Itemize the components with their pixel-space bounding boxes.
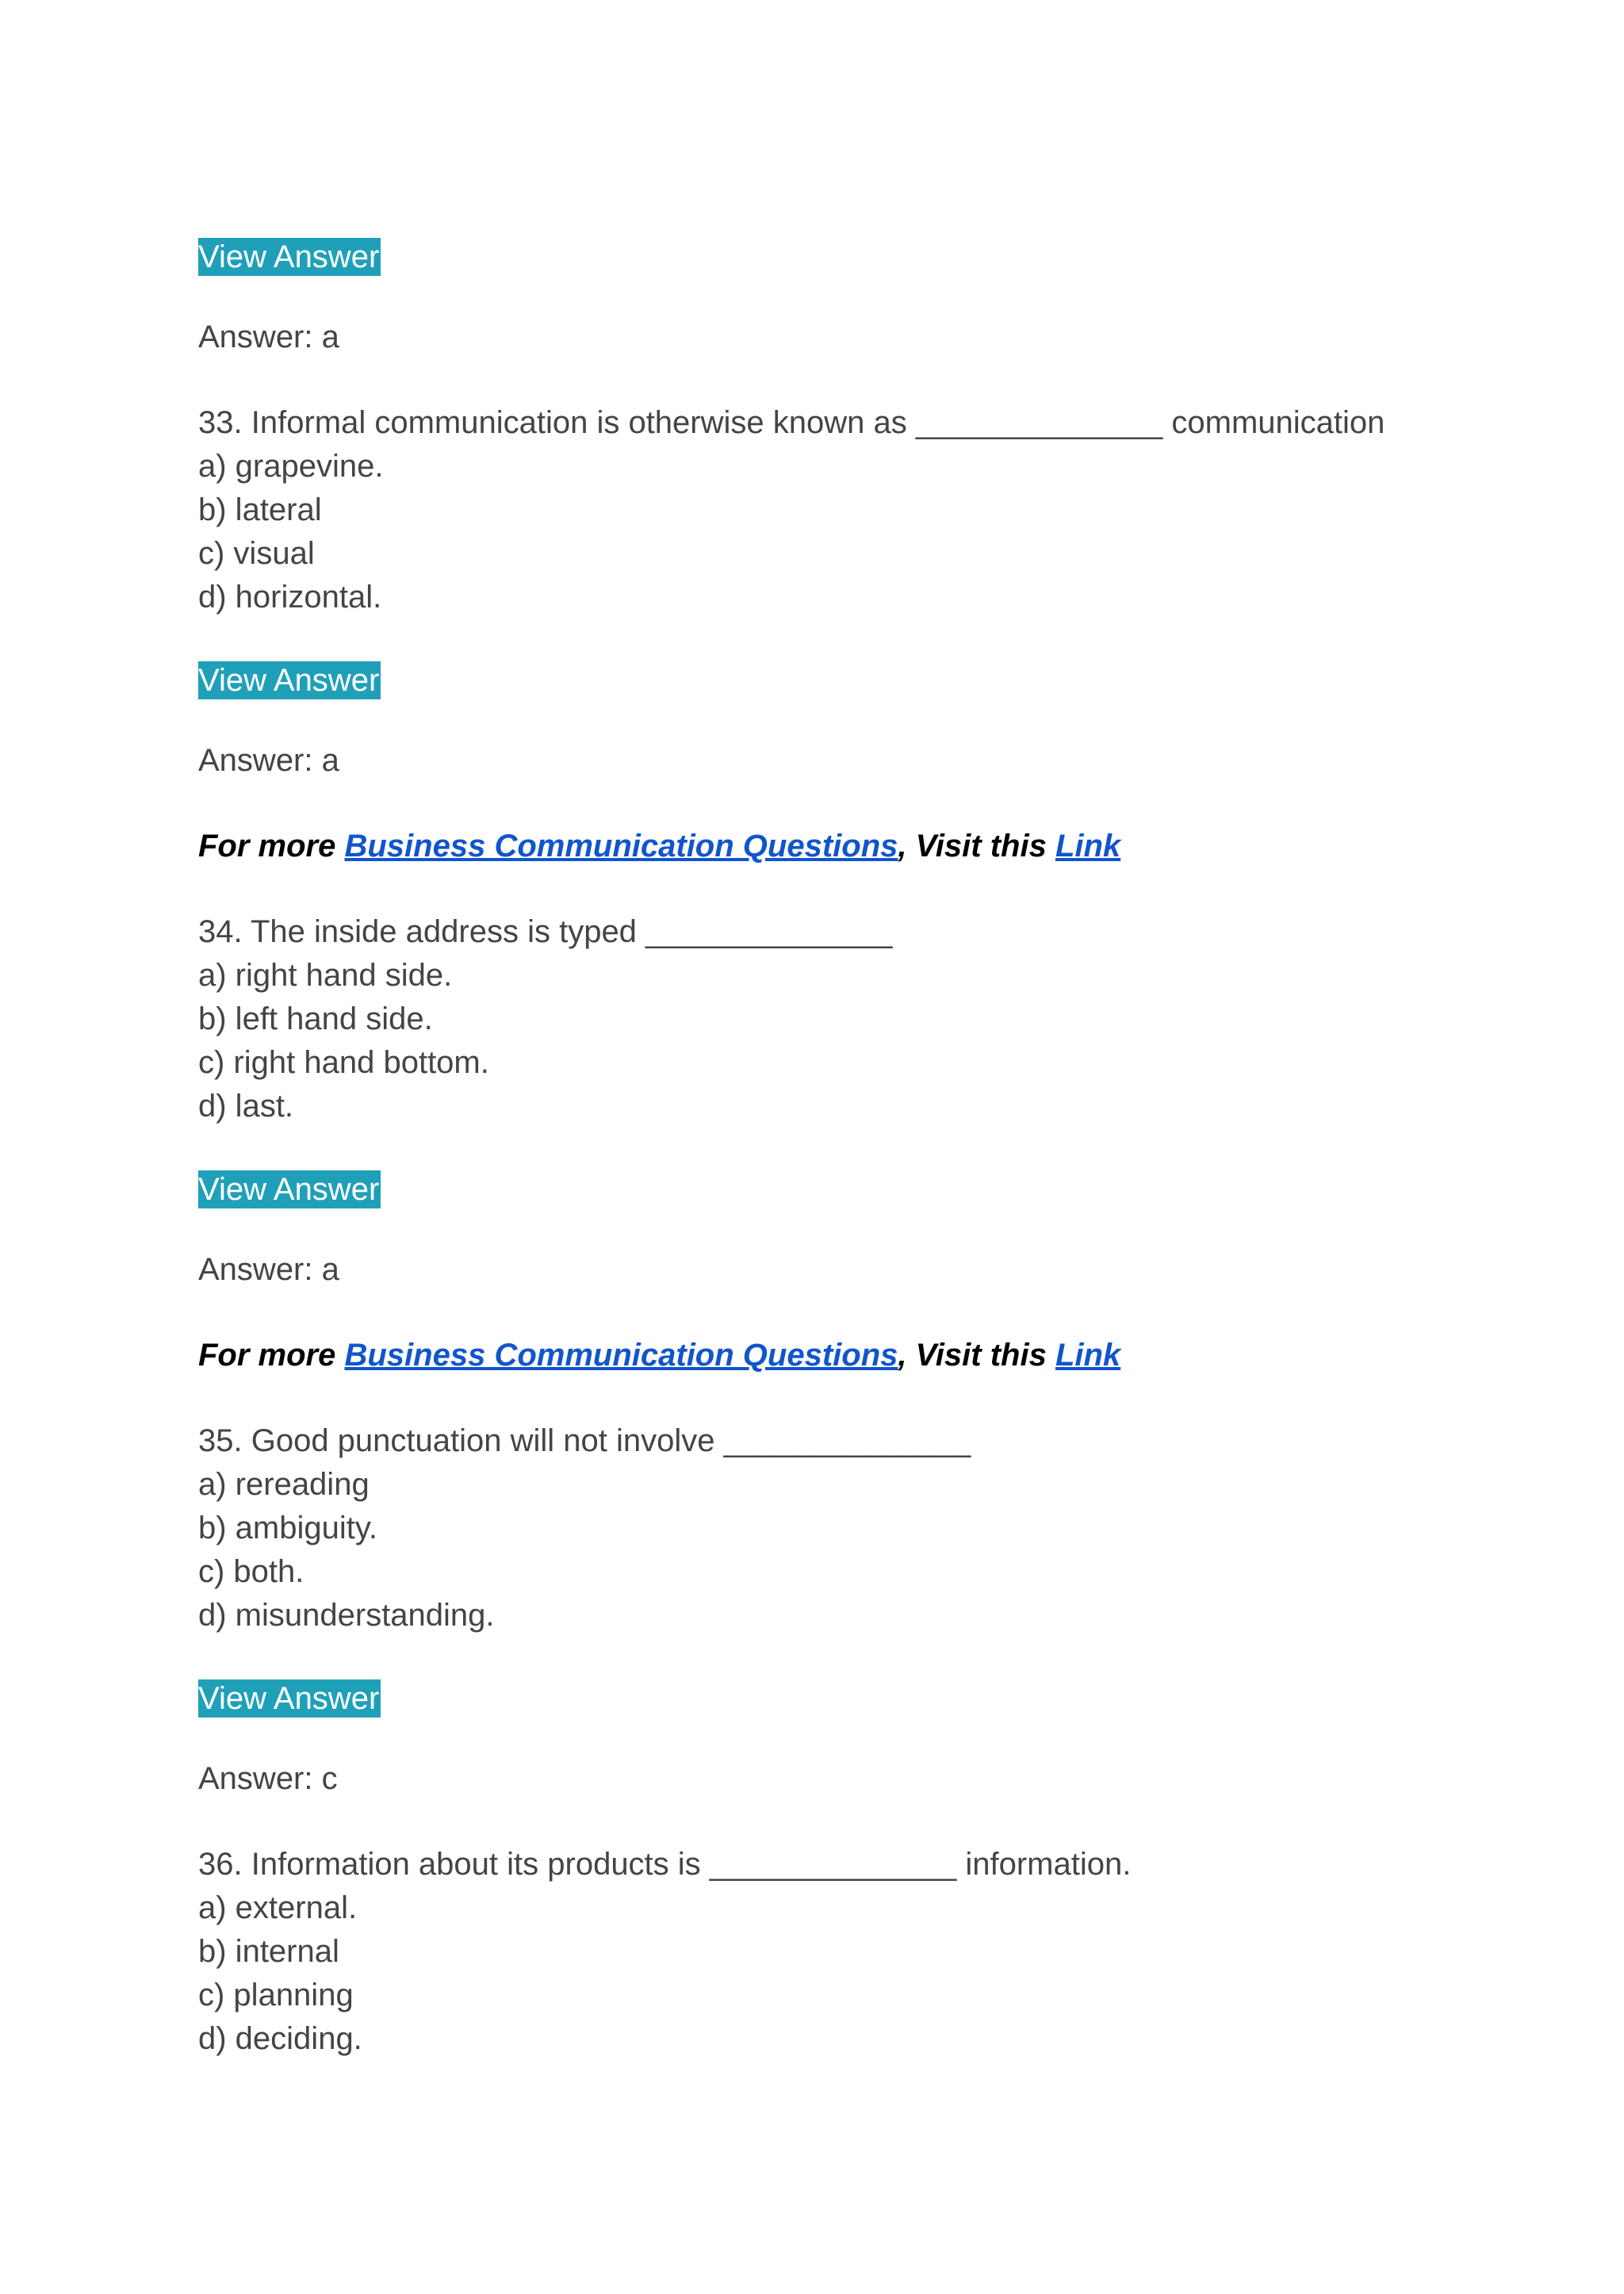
answer-text: Answer: a [198, 320, 339, 354]
question-text: 34. The inside address is typed ______________ [198, 914, 893, 949]
option-a: a) right hand side. [198, 958, 453, 993]
visit-link[interactable]: Link [1055, 829, 1121, 864]
option-d: d) misunderstanding. [198, 1598, 495, 1633]
option-a: a) grapevine. [198, 449, 384, 484]
more-prefix: For more [198, 1338, 345, 1373]
option-b: b) internal [198, 1934, 339, 1969]
view-answer-button[interactable]: View Answer [198, 1681, 380, 1716]
more-prefix: For more [198, 829, 345, 864]
view-answer-button[interactable]: View Answer [198, 663, 380, 698]
answer-text: Answer: c [198, 1761, 338, 1796]
question-block-34 [198, 910, 1435, 1128]
business-communication-questions-link[interactable]: Business Communication Questions [344, 1338, 898, 1373]
question-block-33 [198, 401, 1435, 619]
question-text: 35. Good punctuation will not involve ______________ [198, 1423, 971, 1458]
option-c: c) both. [198, 1554, 304, 1589]
question-block-35 [198, 1419, 1435, 1637]
view-answer-row [198, 1170, 1435, 1214]
option-d: d) deciding. [198, 2021, 362, 2056]
option-b: b) left hand side. [198, 1001, 433, 1036]
question-text: 33. Informal communication is otherwise known as ______________ communication [198, 405, 1385, 440]
question-text: 36. Information about its products is ______________ information. [198, 1847, 1132, 1882]
option-b: b) ambiguity. [198, 1511, 378, 1545]
visit-link[interactable]: Link [1055, 1338, 1121, 1373]
answer-text: Answer: a [198, 743, 339, 778]
option-d: d) last. [198, 1089, 294, 1124]
option-c: c) right hand bottom. [198, 1045, 489, 1080]
option-a: a) rereading [198, 1467, 370, 1502]
question-block-36 [198, 1843, 1435, 2061]
more-middle: , Visit this [898, 829, 1055, 864]
more-questions-line [198, 1334, 1435, 1377]
option-b: b) lateral [198, 492, 322, 527]
view-answer-row [198, 238, 1435, 281]
view-answer-button[interactable]: View Answer [198, 1172, 380, 1207]
view-answer-row [198, 661, 1435, 705]
option-c: c) planning [198, 1978, 354, 2013]
view-answer-row [198, 1679, 1435, 1723]
more-middle: , Visit this [898, 1338, 1055, 1373]
answer-text: Answer: a [198, 1252, 339, 1287]
document-page [198, 238, 1435, 2061]
more-questions-line [198, 825, 1435, 868]
option-d: d) horizontal. [198, 580, 382, 615]
option-c: c) visual [198, 536, 315, 571]
option-a: a) external. [198, 1890, 358, 1925]
view-answer-button[interactable]: View Answer [198, 239, 380, 274]
business-communication-questions-link[interactable]: Business Communication Questions [344, 829, 898, 864]
